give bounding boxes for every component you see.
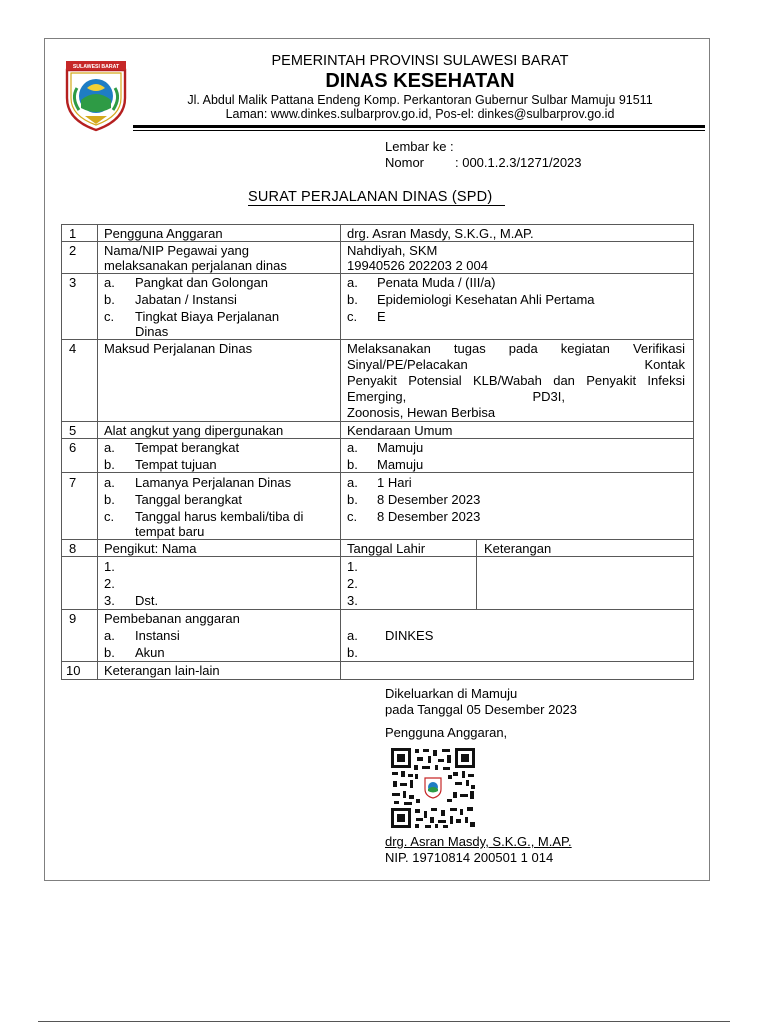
row2-number: 2 [69, 243, 77, 258]
row10-label: Keterangan lain-lain [104, 663, 220, 678]
issued-place: Dikeluarkan di Mamuju [385, 686, 518, 701]
row3-c-label-line1: Tingkat Biaya Perjalanan [135, 309, 280, 324]
row3-a-label: Pangkat dan Golongan [135, 275, 268, 290]
follower-name-3: 3. [104, 593, 115, 608]
row7-b-label: Tanggal berangkat [135, 492, 242, 507]
row7-b-value: 8 Desember 2023 [377, 492, 481, 507]
row10-number: 10 [66, 663, 81, 678]
row9-label: Pembebanan anggaran [104, 611, 240, 626]
row6-number: 6 [69, 440, 77, 455]
row9-number: 9 [69, 611, 77, 626]
row3-c-value: E [377, 309, 386, 324]
row4-purpose-line4: Emerging, PD3I, [347, 389, 565, 404]
row9-a-value: DINKES [385, 628, 434, 643]
row3-a-value: Penata Muda / (III/a) [377, 275, 496, 290]
issued-date: pada Tanggal 05 Desember 2023 [385, 702, 578, 717]
row7-c-value: 8 Desember 2023 [377, 509, 481, 524]
title-underline [248, 205, 505, 206]
row6-b-label: Tempat tujuan [135, 457, 217, 472]
row6-a-label: Tempat berangkat [135, 440, 240, 455]
row4-label: Maksud Perjalanan Dinas [104, 341, 253, 356]
row1-number: 1 [69, 226, 77, 241]
row6-b-value: Mamuju [377, 457, 424, 472]
row4-purpose-line5: Zoonosis, Hewan Berbisa [347, 405, 496, 420]
row2-label-line1: Nama/NIP Pegawai yang [104, 243, 250, 258]
follower-name-1: 1. [104, 559, 115, 574]
agency-address: Jl. Abdul Malik Pattana Endeng Komp. Perkantoran Gubernur Sulbar Mamuju 91511 [187, 93, 653, 107]
row7-a-letter: a. [104, 475, 115, 490]
row3-c-label-line2: Dinas [135, 324, 169, 339]
row8-number: 8 [69, 541, 77, 556]
row1-label: Pengguna Anggaran [104, 226, 223, 241]
row6-a-value-letter: a. [347, 440, 358, 455]
row9-a-value-letter: a. [347, 628, 358, 643]
row6-a-letter: a. [104, 440, 115, 455]
follower-birth-1: 1. [347, 559, 358, 574]
row3-number: 3 [69, 275, 77, 290]
row1-value: drg. Asran Masdy, S.K.G., M.AP. [347, 226, 534, 241]
row3-b-letter: b. [104, 292, 115, 307]
row4-purpose-line1: Melaksanakan tugas pada kegiatan Verifikasi [347, 341, 685, 356]
row3-a-letter: a. [104, 275, 115, 290]
row2-value-name: Nahdiyah, SKM [347, 243, 438, 258]
row2-value-nip: 19940526 202203 2 004 [347, 258, 488, 273]
document-title: SURAT PERJALANAN DINAS (SPD) [248, 189, 493, 205]
row3-b-value: Epidemiologi Kesehatan Ahli Pertama [377, 292, 595, 307]
row9-b-value-letter: b. [347, 645, 358, 660]
row3-b-label: Jabatan / Instansi [135, 292, 237, 307]
row6-b-value-letter: b. [347, 457, 358, 472]
row6-b-letter: b. [104, 457, 115, 472]
logo-banner-text: SULAWESI BARAT [72, 64, 120, 70]
row8-col-birthdate: Tanggal Lahir [347, 541, 426, 556]
letterhead-rule-thin [133, 130, 705, 131]
row7-c-letter: c. [104, 509, 115, 524]
follower-birth-2: 2. [347, 576, 358, 591]
row6-a-value: Mamuju [377, 440, 424, 455]
row3-c-value-letter: c. [347, 309, 358, 324]
letterhead-rule-thick [133, 125, 705, 128]
row9-b-letter: b. [104, 645, 115, 660]
row7-c-label-line1: Tanggal harus kembali/tiba di [135, 509, 304, 524]
row8-label: Pengikut: Nama [104, 541, 197, 556]
row5-value: Kendaraan Umum [347, 423, 453, 438]
row3-b-value-letter: b. [347, 292, 358, 307]
row5-label: Alat angkut yang dipergunakan [104, 423, 284, 438]
row4-purpose-line2: Sinyal/PE/Pelacakan Kontak [347, 357, 685, 372]
province-emblem-logo [63, 58, 129, 132]
row4-number: 4 [69, 341, 77, 356]
follower-etc: Dst. [135, 593, 159, 608]
row7-a-label: Lamanya Perjalanan Dinas [135, 475, 292, 490]
row7-c-value-letter: c. [347, 509, 358, 524]
signatory-nip: NIP. 19710814 200501 1 014 [385, 850, 554, 865]
signatory-name: drg. Asran Masdy, S.K.G., M.AP. [385, 834, 572, 849]
row3-c-letter: c. [104, 309, 115, 324]
page-bottom-rule [38, 1021, 730, 1022]
row7-a-value-letter: a. [347, 475, 358, 490]
agency-contact: Laman: www.dinkes.sulbarprov.go.id, Pos-el: dinkes@sulbarprov.go.id [225, 107, 615, 121]
row2-label-line2: melaksanakan perjalanan dinas [104, 258, 287, 273]
number-value: : 000.1.2.3/1271/2023 [455, 155, 582, 170]
follower-name-2: 2. [104, 576, 115, 591]
row7-c-label-line2: tempat baru [135, 524, 205, 539]
row7-b-letter: b. [104, 492, 115, 507]
row3-a-value-letter: a. [347, 275, 358, 290]
row4-purpose-line3: Penyakit Potensial KLB/Wabah dan Penyakit Infeksi [347, 373, 685, 388]
row8-col-notes: Keterangan [484, 541, 552, 556]
row5-number: 5 [69, 423, 77, 438]
government-name: PEMERINTAH PROVINSI SULAWESI BARAT [271, 53, 569, 69]
signatory-role: Pengguna Anggaran, [385, 725, 508, 740]
agency-name: DINAS KESEHATAN [325, 70, 515, 92]
row7-b-value-letter: b. [347, 492, 358, 507]
sheet-label: Lembar ke : [385, 139, 454, 154]
row9-a-label: Instansi [135, 628, 180, 643]
number-label: Nomor [385, 155, 425, 170]
row9-a-letter: a. [104, 628, 115, 643]
follower-birth-3: 3. [347, 593, 358, 608]
row7-a-value: 1 Hari [377, 475, 412, 490]
qr-code-signature [390, 747, 476, 829]
row7-number: 7 [69, 475, 77, 490]
row9-b-label: Akun [135, 645, 165, 660]
